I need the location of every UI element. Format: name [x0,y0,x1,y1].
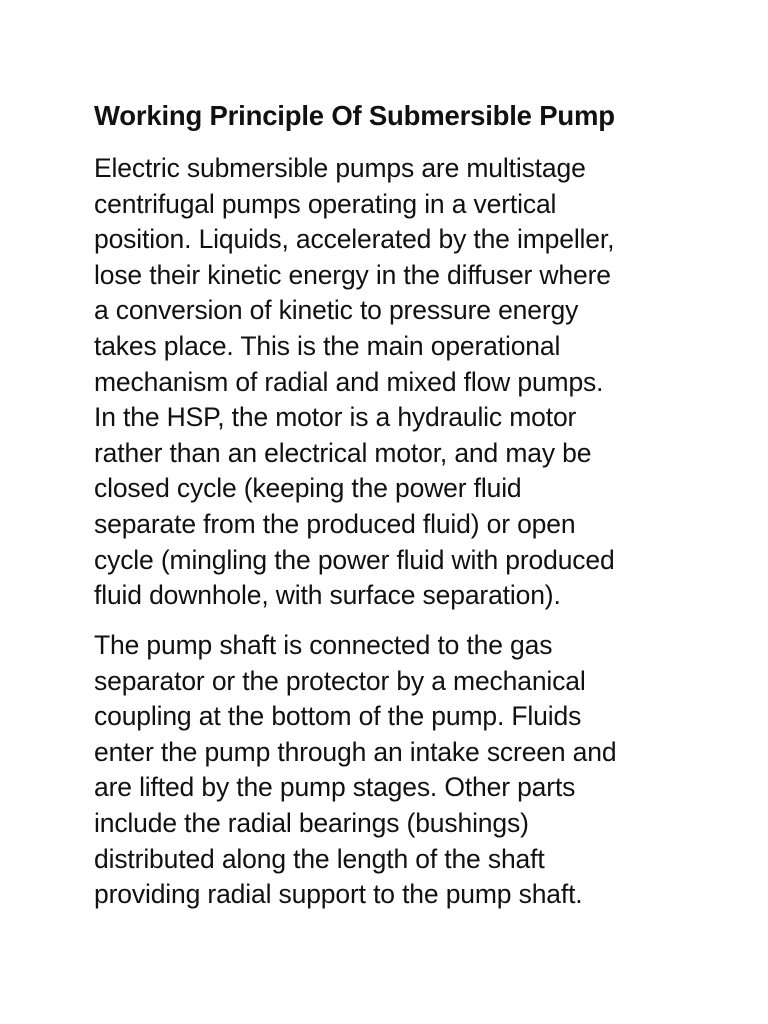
paragraph-line: coupling at the bottom of the pump. Fluids [94,701,582,732]
paragraph-line: separator or the protector by a mechanical [94,665,586,696]
paragraph-line: centrifugal pumps operating in a vertical [94,188,557,219]
paragraph-line: Electric submersible pumps are multistage [94,153,586,183]
paragraph-1 [94,151,734,614]
document-title: Working Principle Of Submersible Pump [94,100,615,131]
paragraph-2 [94,628,734,913]
paragraph-line: fluid downhole, with surface separation). [94,580,561,611]
paragraph-line: providing radial support to the pump shaft. [94,879,583,910]
paragraph-line: takes place. This is the main operational [94,330,561,361]
paragraph-line: lose their kinetic energy in the diffuser where [94,259,611,290]
paragraph-line: a conversion of kinetic to pressure energy [94,295,579,326]
paragraph-line: position. Liquids, accelerated by the impeller, [94,224,615,255]
paragraph-line: rather than an electrical motor, and may be [94,437,592,468]
paragraph-line: include the radial bearings (bushings) [94,807,529,838]
paragraph-line: are lifted by the pump stages. Other parts [94,772,576,803]
paragraph-line: mechanism of radial and mixed flow pumps. [94,366,604,397]
paragraph-line: The pump shaft is connected to the gas [94,630,553,660]
paragraph-line: In the HSP, the motor is a hydraulic motor [94,402,577,433]
paragraph-line: distributed along the length of the shaft [94,843,545,874]
paragraph-line: separate from the produced fluid) or open [94,508,576,539]
paragraph-line: cycle (mingling the power fluid with produced [94,544,615,575]
paragraph-line: closed cycle (keeping the power fluid [94,473,522,504]
paragraph-line: enter the pump through an intake screen and [94,736,617,767]
